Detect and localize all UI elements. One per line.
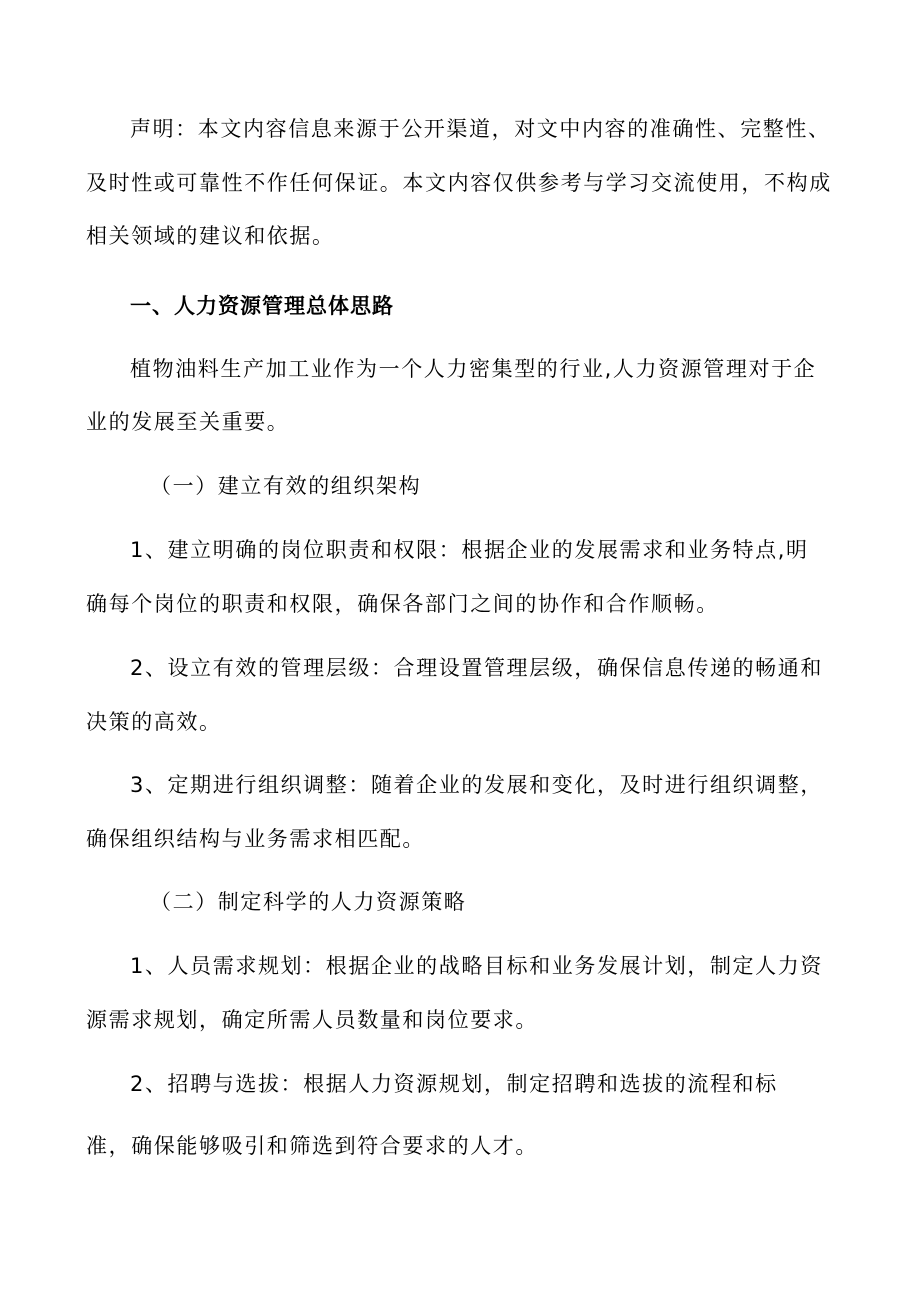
- list-item-line: 2、设立有效的管理层级：合理设置管理层级，确保信息传递的畅通和: [130, 656, 823, 680]
- list-item-line: 源需求规划，确定所需人员数量和岗位要求。: [86, 1008, 538, 1032]
- section-heading: 一、人力资源管理总体思路: [130, 294, 394, 318]
- disclaimer-line: 声明：本文内容信息来源于公开渠道，对文中内容的准确性、完整性、: [130, 117, 831, 141]
- disclaimer-line: 相关领域的建议和依据。: [86, 224, 335, 248]
- paragraph-line: 业的发展至关重要。: [86, 410, 290, 434]
- list-item-line: 决策的高效。: [86, 710, 222, 734]
- list-item-line: 1、建立明确的岗位职责和权限：根据企业的发展需求和业务特点,明: [130, 538, 809, 562]
- subsection-heading: （二）制定科学的人力资源策略: [150, 890, 467, 914]
- subsection-heading: （一）建立有效的组织架构: [150, 474, 422, 498]
- list-item-line: 2、招聘与选拔：根据人力资源规划，制定招聘和选拔的流程和标: [130, 1072, 778, 1096]
- list-item-line: 确保组织结构与业务需求相匹配。: [86, 827, 425, 851]
- list-item-line: 3、定期进行组织调整：随着企业的发展和变化，及时进行组织调整，: [130, 773, 823, 797]
- list-item-line: 1、人员需求规划：根据企业的战略目标和业务发展计划，制定人力资: [130, 954, 823, 978]
- list-item-line: 准，确保能够吸引和筛选到符合要求的人才。: [86, 1134, 538, 1158]
- paragraph-line: 植物油料生产加工业作为一个人力密集型的行业,人力资源管理对于企: [130, 357, 817, 381]
- list-item-line: 确每个岗位的职责和权限，确保各部门之间的协作和合作顺畅。: [86, 592, 719, 616]
- disclaimer-line: 及时性或可靠性不作任何保证。本文内容仅供参考与学习交流使用，不构成: [86, 171, 832, 195]
